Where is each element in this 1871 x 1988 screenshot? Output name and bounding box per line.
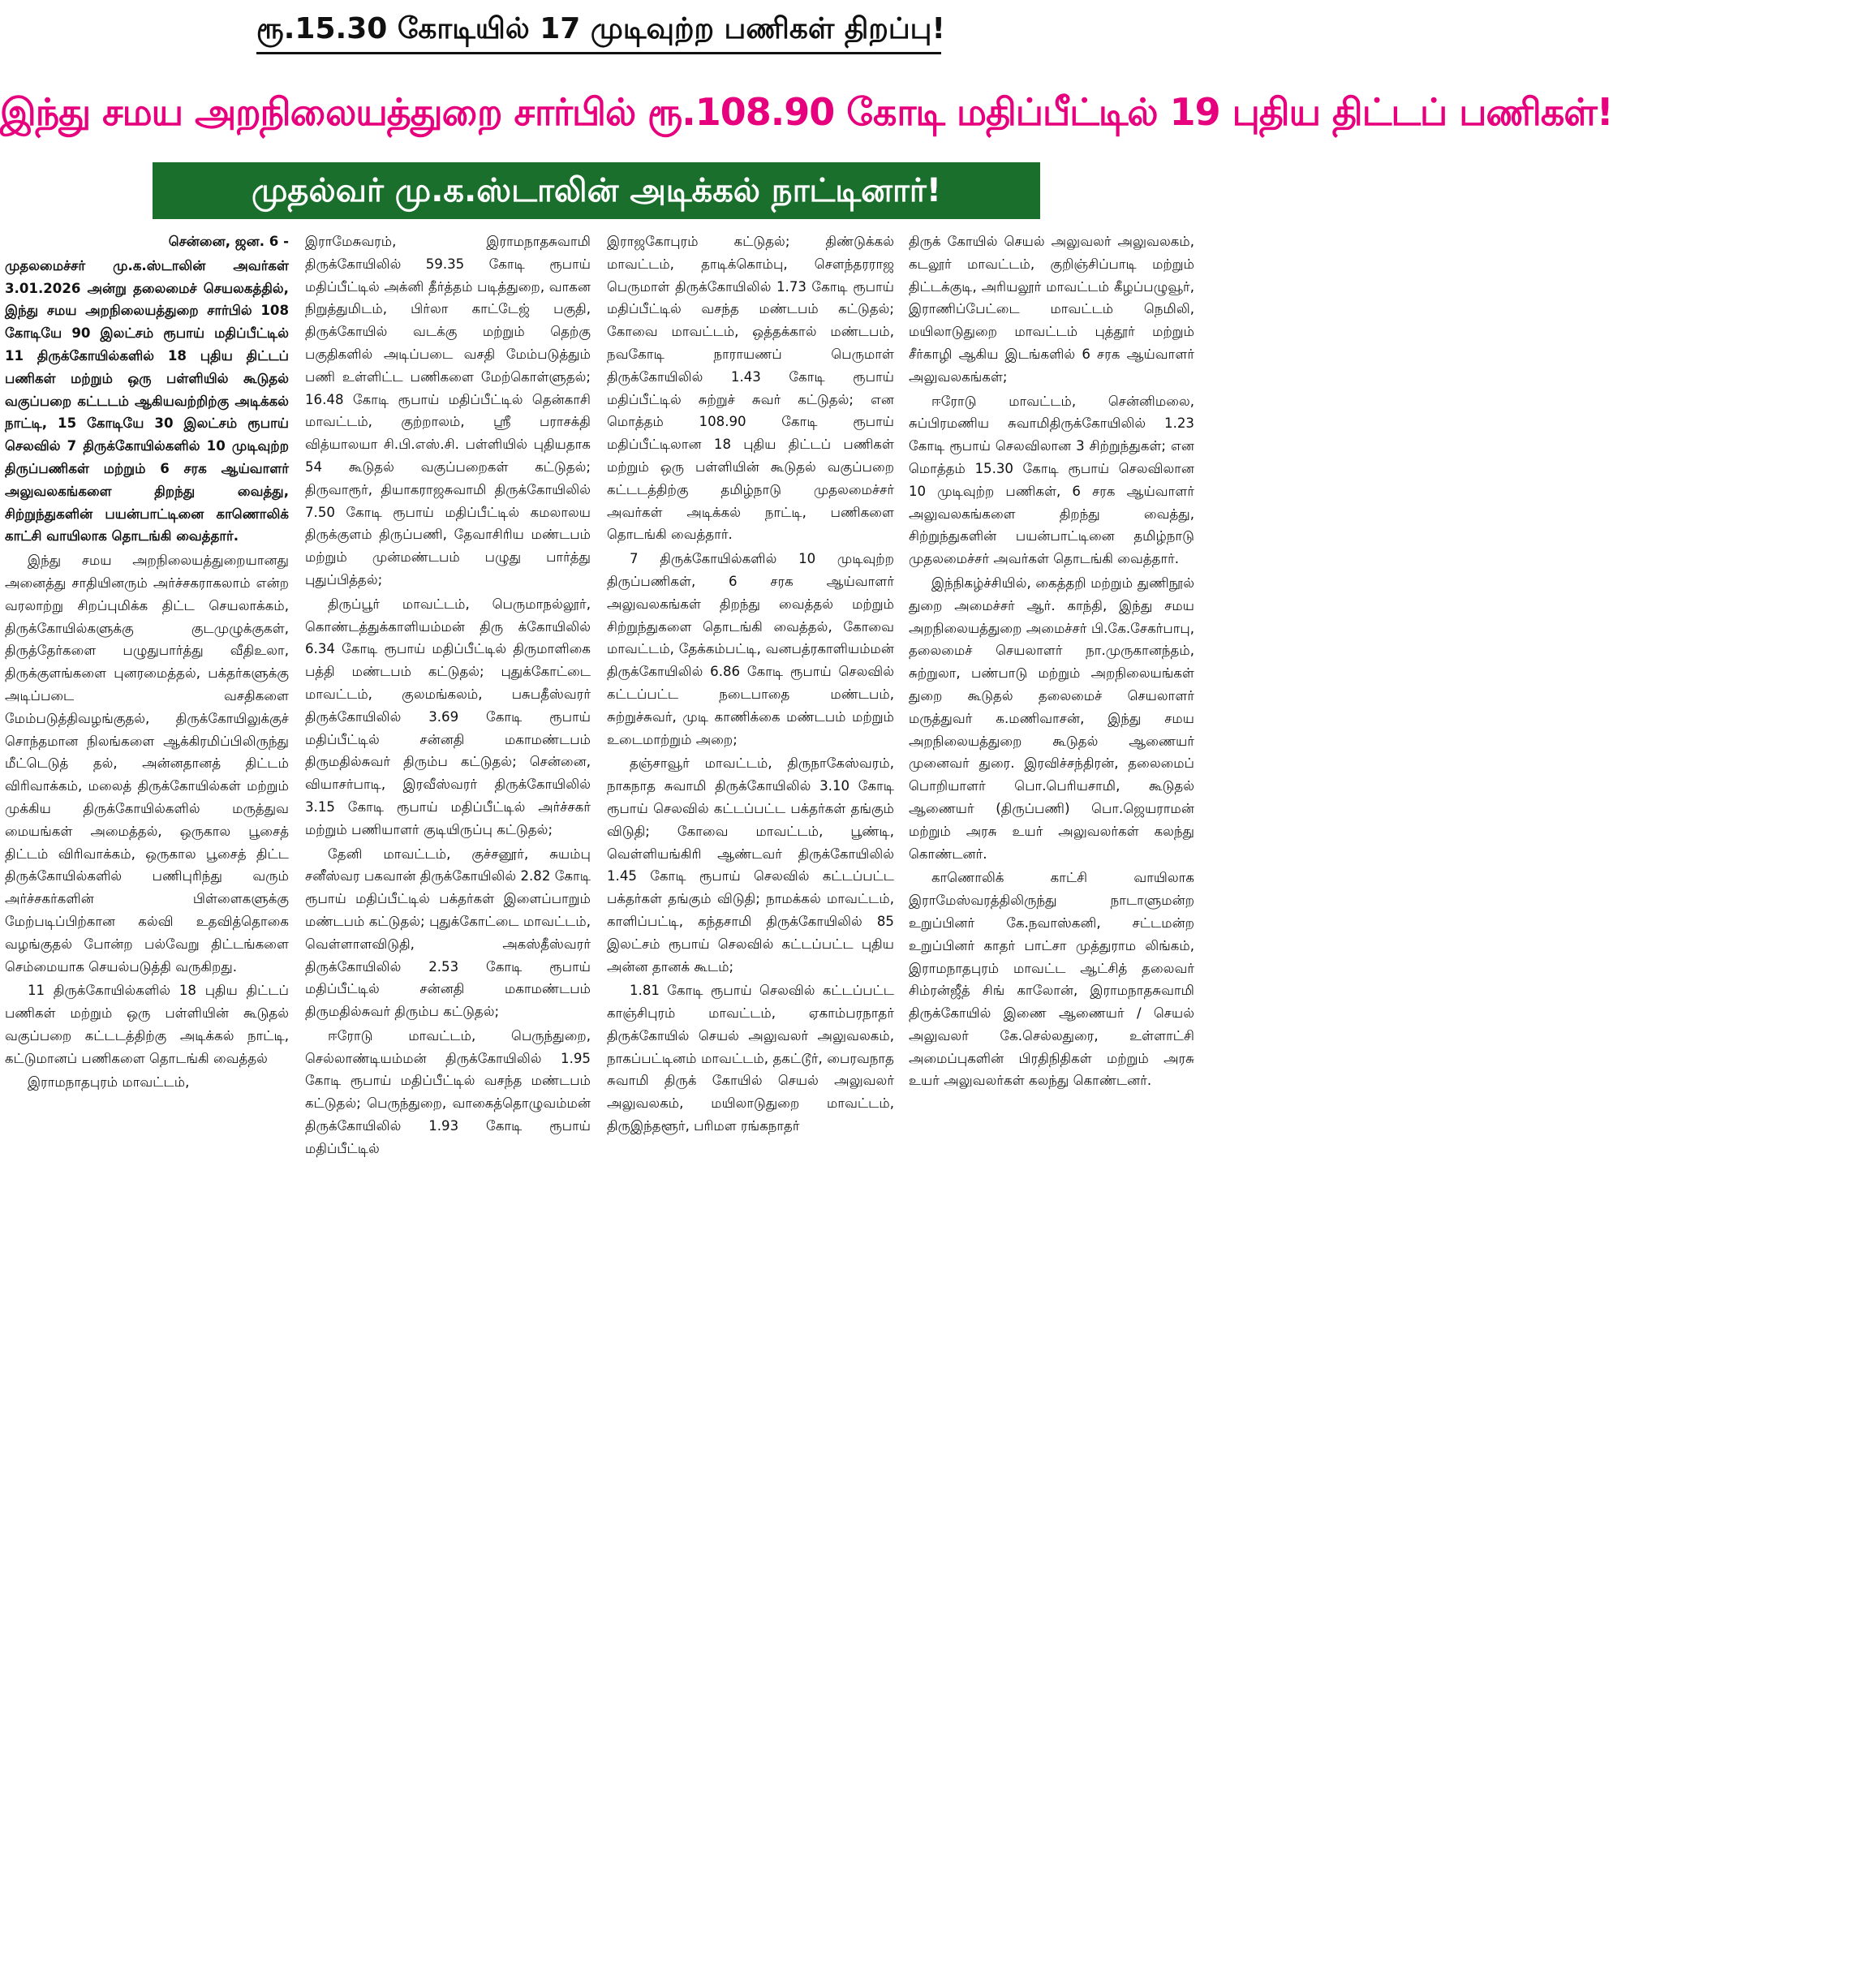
article-column-2 [305, 230, 591, 1269]
body-paragraph: இராமநாதபுரம் மாவட்டம், [28, 1074, 190, 1091]
body-paragraph: காணொலிக் காட்சி வாயிலாக இராமேஸ்வரத்திலிருந்து நாடாளுமன்ற உறுப்பினர் கே.நவாஸ்கனி, சட்டமன்ற உறுப்பினர் காதர் பாட்சா முத்துராம லிங்கம், இராமநாதபுரம் மாவட்ட ஆட்சித் தலைவர் சிம்ரன்ஜீத் சிங் காலோன், இராமநாதசுவாமி திருக்கோயில் இணை ஆணையர் / செயல் அலுவலர் கே.செல்லதுரை, உள்ளாட்சி அமைப்புகளின் பிரதிநிதிகள் மற்றும் அரசு உயர் அலுவலர்கள் கலந்து கொண்டனர். [909, 870, 1194, 1089]
dateline: சென்னை, ஜன. 6 - [168, 234, 289, 249]
body-paragraph: 11 திருக்கோயில்களில் 18 புதிய திட்டப் பணிகள் மற்றும் ஒரு பள்ளியின் கூடுதல் வகுப்பறை கட்டடத்திற்கு அடிக்கல் நாட்டி, கட்டுமானப் பணிகளை தொடங்கி வைத்தல் [5, 983, 289, 1066]
body-paragraph: இந்து சமய அறநிலையத்துறையானது அனைத்து சாதியினரும் அர்ச்சகராகலாம் என்ற வரலாற்று சிறப்புமிக்க திட்ட செயலாக்கம், திருக்கோயில்களுக்கு குடமுழுக்குகள், திருத்தேர்களை பழுதுபார்த்து வீதிஉலா, திருக்குளங்களை புனரமைத்தல், பக்தர்களுக்கு அடிப்படை வசதிகளை மேம்படுத்திவழங்குதல், திருக்கோயிலுக்குச் சொந்தமான நிலங்களை ஆக்கிரமிப்பிலிருந்து மீட்டெடுத் தல், அன்னதானத் திட்டம் விரிவாக்கம், மலைத் திருக்கோயில்கள் மற்றும் முக்கிய திருக்கோயில்களில் மருத்துவ மையங்கள் அமைத்தல், ஒருகால பூசைத் திட்டம் விரிவாக்கம், ஒருகால பூசைத் திட்ட திருக்கோயில்களில் பணிபுரிந்து வரும் அர்ச்சகர்களின் பிள்ளைகளுக்கு மேற்படிப்பிற்கான கல்வி உதவித்தொகை வழங்குதல் போன்ற பல்வேறு திட்டங்களை செம்மையாக செயல்படுத்தி வருகிறது. [5, 553, 289, 975]
article-column-1 [5, 230, 289, 1269]
body-paragraph: தேனி மாவட்டம், குச்சனூர், சுயம்பு சனீஸ்வர பகவான் திருக்கோயிலில் 2.82 கோடி ரூபாய் மதிப்பீட்டில் பக்தர்கள் இளைப்பாறும் மண்டபம் கட்டுதல்; புதுக்கோட்டை மாவட்டம், வெள்ளாளவிடுதி, அகஸ்தீஸ்வரர் திருக்கோயிலில் 2.53 கோடி ரூபாய் மதிப்பீட்டில் சன்னதி மகாமண்டபம் திருமதில்சுவர் திரும்ப கட்டுதல்; [305, 846, 591, 1020]
body-paragraph: திருப்பூர் மாவட்டம், பெருமாநல்லூர், கொண்டத்துக்காளியம்மன் திரு க்கோயிலில் 6.34 கோடி ரூபாய் மதிப்பீட்டில் திருமாளிகை பத்தி மண்டபம் கட்டுதல்; புதுக்கோட்டை மாவட்டம், குலமங்கலம், பசுபதீஸ்வரர் திருக்கோயிலில் 3.69 கோடி ரூபாய் மதிப்பீட்டில் சன்னதி மகாமண்டபம் திருமதில்சுவர் திரும்ப கட்டுதல்; சென்னை, வியாசர்பாடி, இரவீஸ்வரர் திருக்கோயிலில் 3.15 கோடி ரூபாய் மதிப்பீட்டில் அர்ச்சகர் மற்றும் பணியாளர் குடியிருப்பு கட்டுதல்; [305, 596, 591, 837]
body-paragraph: ஈரோடு மாவட்டம், பெருந்துறை, செல்லாண்டியம்மன் திருக்கோயிலில் 1.95 கோடி ரூபாய் மதிப்பீட்டில் வசந்த மண்டபம் கட்டுதல்; பெருந்துறை, வாகைத்தொழுவம்மன் திருக்கோயிலில் 1.93 கோடி ரூபாய் மதிப்பீட்டில் [305, 1027, 591, 1156]
body-paragraph: ஈரோடு மாவட்டம், சென்னிமலை, சுப்பிரமணிய சுவாமிதிருக்கோயிலில் 1.23 கோடி ரூபாய் செலவிலான 3 சிற்றுந்துகள்; என மொத்தம் 15.30 கோடி ரூபாய் செலவிலான 10 முடிவுற்ற பணிகள், 6 சரக ஆய்வாளர் அலுவலகங்களை திறந்து வைத்து, சிற்றுந்துகளின் பயன்பாட்டினை தமிழ்நாடு முதலமைச்சர் அவர்கள் தொடங்கி வைத்தார். [909, 393, 1194, 567]
main-headline: இந்து சமய அறநிலையத்துறை சார்பில் ரூ.108.90 கோடி மதிப்பீட்டில் 19 புதிய திட்டப் பணிகள்! [0, 90, 1613, 134]
body-paragraph: திருக் கோயில் செயல் அலுவலர் அலுவலகம், கடலூர் மாவட்டம், குறிஞ்சிப்பாடி மற்றும் திட்டக்குடி, அரியலூர் மாவட்டம் கீழப்பழுவூர், இராணிப்பேட்டை மாவட்டம் நெமிலி, மயிலாடுதுறை மாவட்டம் புத்தூர் மற்றும் சீர்காழி ஆகிய இடங்களில் 6 சரக ஆய்வாளர் அலுவலகங்கள்; [909, 234, 1194, 385]
body-paragraph: 7 திருக்கோயில்களில் 10 முடிவுற்ற திருப்பணிகள், 6 சரக ஆய்வாளர் அலுவலகங்கள் திறந்து வைத்தல் மற்றும் சிற்றுந்துகளை தொடங்கி வைத்தல், கோவை மாவட்டம், தேக்கம்பட்டி, வனபத்ரகாளியம்மன் திருக்கோயிலில் 6.86 கோடி ரூபாய் செலவில் கட்டப்பட்ட நடைபாதை மண்டபம், சுற்றுச்சுவர், முடி காணிக்கை மண்டபம் மற்றும் உடைமாற்றும் அறை; [607, 551, 894, 747]
body-paragraph: இராஜகோபுரம் கட்டுதல்; திண்டுக்கல் மாவட்டம், தாடிக்கொம்பு, சௌந்தரராஜ பெருமாள் திருக்கோயிலில் 1.73 கோடி ரூபாய் மதிப்பீட்டில் வசந்த மண்டபம் கட்டுதல்; கோவை மாவட்டம், ஒத்தக்கால் மண்டபம், நவகோடி நாராயணப் பெருமாள் திருக்கோயிலில் 1.43 கோடி ரூபாய் மதிப்பீட்டில் சுற்றுச் சுவர் கட்டுதல்; என மொத்தம் 108.90 கோடி ரூபாய் மதிப்பீட்டிலான 18 புதிய திட்டப் பணிகள் மற்றும் ஒரு பள்ளியின் கூடுதல் வகுப்பறை கட்டடத்திற்கு தமிழ்நாடு முதலமைச்சர் அவர்கள் அடிக்கல் நாட்டி, பணிகளை தொடங்கி வைத்தார். [607, 234, 894, 543]
subheadline-band: முதல்வர் மு.க.ஸ்டாலின் அடிக்கல் நாட்டினார்! [153, 162, 1040, 219]
body-paragraph: இந்நிகழ்ச்சியில், கைத்தறி மற்றும் துணிநூல் துறை அமைச்சர் ஆர். காந்தி, இந்து சமய அறநிலையத்துறை அமைச்சர் பி.கே.சேகர்பாபு, தலைமைச் செயலாளர் நா.முருகானந்தம், சுற்றுலா, பண்பாடு மற்றும் அறநிலையங்கள் துறை கூடுதல் தலைமைச் செயலாளர் மருத்துவர் க.மணிவாசன், இந்து சமய அறநிலையத்துறை கூடுதல் ஆணையர் முனைவர் துரை. இரவிச்சந்திரன், தலைமைப் பொறியாளர் பொ.பெரியசாமி, கூடுதல் ஆணையர் (திருப்பணி) பொ.ஜெயராமன் மற்றும் அரசு உயர் அலுவலர்கள் கலந்து கொண்டனர். [909, 574, 1194, 862]
article-column-4 [909, 230, 1194, 1269]
article-column-3 [607, 230, 894, 1269]
kicker-headline: ரூ.15.30 கோடியில் 17 முடிவுற்ற பணிகள் திறப்பு! [256, 6, 941, 54]
body-paragraph: இராமேசுவரம், இராமநாதசுவாமி திருக்கோயிலில் 59.35 கோடி ரூபாய் மதிப்பீட்டில் அக்னி தீர்த்தம் படித்துறை, வாகன நிறுத்துமிடம், பிர்லா காட்டேஜ் பகுதி, திருக்கோயில் வடக்கு மற்றும் தெற்கு பகுதிகளில் அடிப்படை வசதி மேம்படுத்தும் பணி உள்ளிட்ட பணிகளை மேற்கொள்ளுதல்; 16.48 கோடி ரூபாய் மதிப்பீட்டில் தென்காசி மாவட்டம், குற்றாலம், ஸ்ரீ பராசக்தி வித்யாலயா சி.பி.எஸ்.சி. பள்ளியில் புதியதாக 54 கூடுதல் வகுப்பறைகள் கட்டுதல்; திருவாரூர், தியாகராஜசுவாமி திருக்கோயிலில் 7.50 கோடி ரூபாய் மதிப்பீட்டில் கமலாலய திருக்குளம் திருப்பணி, தேவாசிரிய மண்டபம் மற்றும் முன்மண்டபம் பழுது பார்த்து புதுப்பித்தல்; [305, 234, 591, 587]
lead-paragraph: முதலமைச்சர் மு.க.ஸ்டாலின் அவர்கள் 3.01.2026 அன்று தலைமைச் செயலகத்தில், இந்து சமய அறநிலையத்துறை சார்பில் 108 கோடியே 90 இலட்சம் ரூபாய் மதிப்பீட்டில் 11 திருக்கோயில்களில் 18 புதிய திட்டப் பணிகள் மற்றும் ஒரு பள்ளியில் கூடுதல் வகுப்பறை கட்டடம் ஆகியவற்றிற்கு அடிக்கல் நாட்டி, 15 கோடியே 30 இலட்சம் ரூபாய் செலவில் 7 திருக்கோயில்களில் 10 முடிவுற்ற திருப்பணிகள் மற்றும் 6 சரக ஆய்வாளர் அலுவலகங்களை திறந்து வைத்து, சிற்றுந்துகளின் பயன்பாட்டினை காணொலிக் காட்சி வாயிலாக தொடங்கி வைத்தார். [5, 257, 289, 544]
body-paragraph: தஞ்சாவூர் மாவட்டம், திருநாகேஸ்வரம், நாகநாத சுவாமி திருக்கோயிலில் 3.10 கோடி ரூபாய் செலவில் கட்டப்பட்ட பக்தர்கள் தங்கும் விடுதி; கோவை மாவட்டம், பூண்டி, வெள்ளியங்கிரி ஆண்டவர் திருக்கோயிலில் 1.45 கோடி ரூபாய் செலவில் கட்டப்பட்ட பக்தர்கள் தங்கும் விடுதி; நாமக்கல் மாவட்டம், காளிப்பட்டி, கந்தசாமி திருக்கோயிலில் 85 இலட்சம் ரூபாய் செலவில் கட்டப்பட்ட புதிய அன்ன தானக் கூடம்; [607, 755, 894, 975]
body-paragraph: 1.81 கோடி ரூபாய் செலவில் கட்டப்பட்ட காஞ்சிபுரம் மாவட்டம், ஏகாம்பரநாதர் திருக்கோயில் செயல் அலுவலர் அலுவலகம், நாகப்பட்டினம் மாவட்டம், தகட்டூர், பைரவநாத சுவாமி திருக் கோயில் செயல் அலுவலர் அலுவலகம், மயிலாடுதுறை மாவட்டம், திருஇந்தளூர், பரிமள ரங்கநாதர் [607, 983, 894, 1134]
